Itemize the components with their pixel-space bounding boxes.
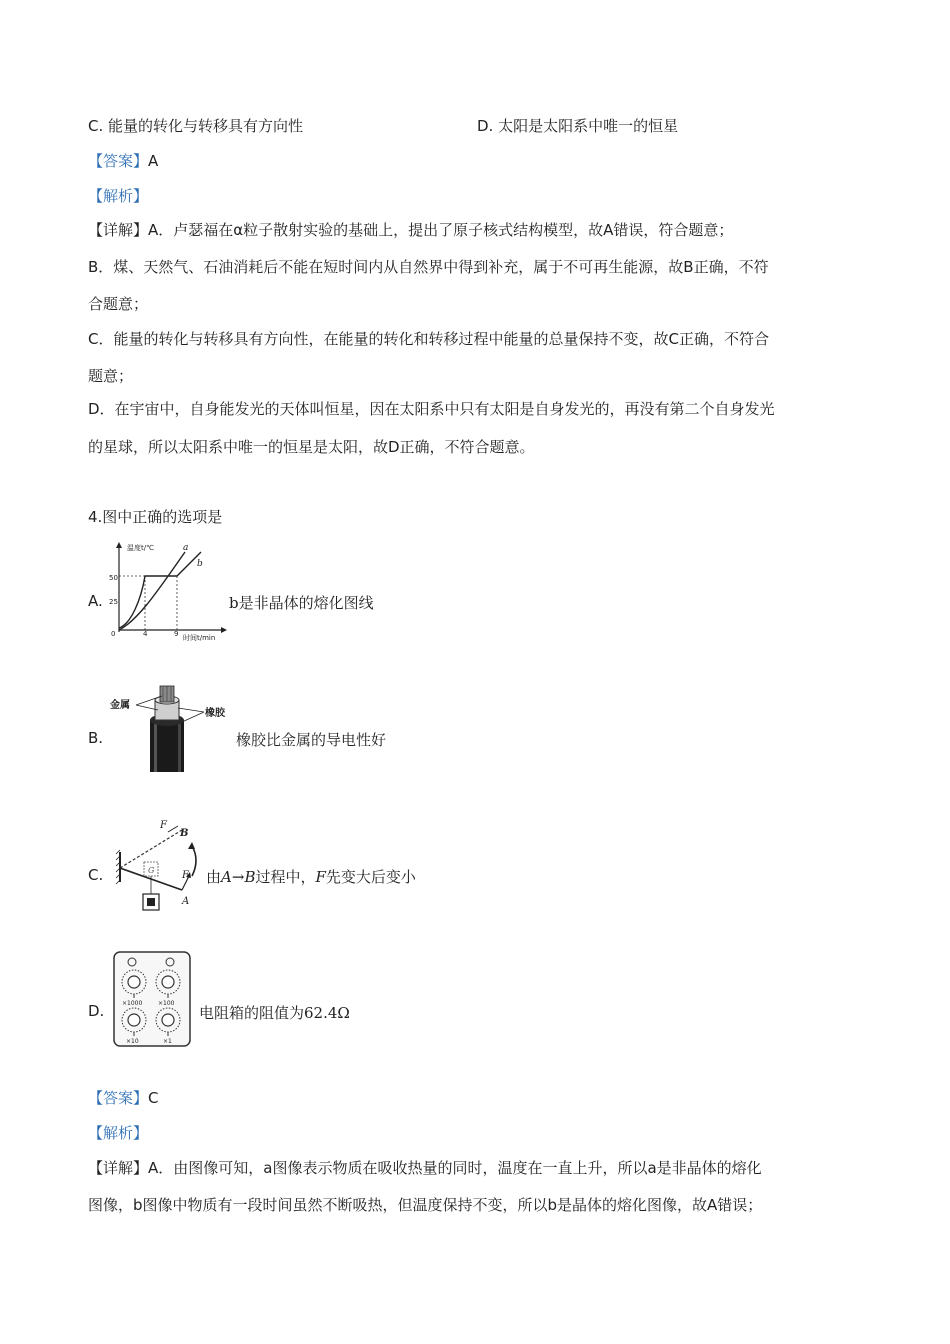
rubber-label: 橡胶	[205, 708, 225, 719]
tick-0: 0	[111, 630, 116, 638]
box-frame	[114, 952, 190, 1046]
detail-line-5: 题意；	[88, 367, 134, 385]
question-4-stem: 4.图中正确的选项是	[88, 508, 223, 526]
caption-point-a: A	[221, 868, 232, 886]
option-d-caption: 电阻箱的阻值为62.4Ω	[199, 1004, 350, 1022]
caption-arrow: →	[231, 868, 245, 886]
q4-detail-line-2: 图像，b图像中物质有一段时间虽然不断吸热，但温度保持不变，所以b是晶体的熔化图像，故A错误；	[88, 1196, 763, 1214]
answer-tag: 【答案】	[88, 152, 149, 170]
lever-figure	[112, 812, 204, 912]
q4-detail-line-1	[88, 1157, 762, 1179]
force-f-top: F	[160, 820, 167, 831]
option-c-prev: C. 能量的转化与转移具有方向性	[88, 117, 304, 135]
q4-detail-text: A．由图像可知，a图像表示物质在吸收热量的同时，温度在一直上升，所以a是非晶体的熔化	[148, 1159, 762, 1177]
cable-figure	[108, 680, 238, 775]
point-a-label: A	[182, 896, 190, 907]
q4-answer-tag: 【答案】	[88, 1089, 149, 1107]
option-c-caption	[206, 866, 416, 887]
detail-text: A．卢瑟福在α粒子散射实验的基础上，提出了原子核式结构模型，故A错误，符合题意；	[148, 221, 734, 239]
multiplier-100: ×100	[158, 1000, 175, 1007]
q4-answer-value: C	[148, 1089, 159, 1107]
detail-line-6: D．在宇宙中，自身能发光的天体叫恒星，因在太阳系中只有太阳是自身发光的，再没有第二个自身发光	[88, 400, 775, 418]
detail-line-7: 的星球，所以太阳系中唯一的恒星是太阳，故D正确，不符合题意。	[88, 438, 535, 456]
tick-25: 25	[109, 598, 118, 606]
caption-point-b: B	[244, 868, 256, 886]
force-f-bottom: F	[182, 870, 189, 881]
detail-line-3: 合题意；	[88, 295, 149, 313]
caption-mid: 过程中，	[255, 868, 316, 886]
metal-label: 金属	[110, 700, 130, 711]
option-c-label: C.	[88, 866, 104, 884]
option-a-label: A.	[88, 592, 103, 610]
caption-force: F	[315, 868, 326, 886]
option-d-prev: D. 太阳是太阳系中唯一的恒星	[477, 117, 679, 135]
detail-line-4: C．能量的转化与转移具有方向性，在能量的转化和转移过程中能量的总量保持不变，故C正确，不符合	[88, 330, 769, 348]
tick-4: 4	[143, 630, 148, 638]
multiplier-1000: ×1000	[122, 1000, 143, 1007]
melting-graph-figure	[105, 540, 230, 642]
detail-line-1	[88, 219, 733, 241]
resistance-box-figure	[112, 950, 192, 1048]
caption-prefix: 由	[206, 868, 222, 886]
option-d-label: D.	[88, 1002, 105, 1020]
detail-line-2: B．煤、天然气、石油消耗后不能在短时间内从自然界中得到补充，属于不可再生能源，故B正确，不符	[88, 258, 769, 276]
caption-suffix: 先变大后变小	[325, 868, 416, 886]
q4-analysis-tag: 【解析】	[88, 1124, 149, 1142]
tick-50: 50	[109, 574, 118, 582]
detail-tag: 【详解】	[88, 221, 149, 239]
g-label: G	[148, 866, 155, 875]
option-a-caption: b是非晶体的熔化图线	[229, 594, 374, 612]
curve-a-line	[119, 552, 185, 630]
q4-answer-row	[88, 1087, 159, 1109]
curve-a-label: a	[183, 543, 189, 553]
graph-ylabel: 温度t/℃	[127, 544, 154, 552]
option-b-caption: 橡胶比金属的导电性好	[236, 731, 387, 749]
curve-b-label: b	[197, 559, 203, 569]
point-b-label: B	[180, 828, 189, 839]
answer-value: A	[148, 152, 159, 170]
tick-9: 9	[174, 630, 179, 638]
multiplier-1: ×1	[163, 1038, 172, 1045]
graph-xlabel: 时间t/min	[183, 634, 216, 642]
curve-b-line	[119, 552, 201, 628]
q4-detail-tag: 【详解】	[88, 1159, 149, 1177]
option-b-label: B.	[88, 729, 104, 747]
multiplier-10: ×10	[126, 1038, 139, 1045]
answer-row	[88, 150, 158, 172]
analysis-tag: 【解析】	[88, 187, 149, 205]
